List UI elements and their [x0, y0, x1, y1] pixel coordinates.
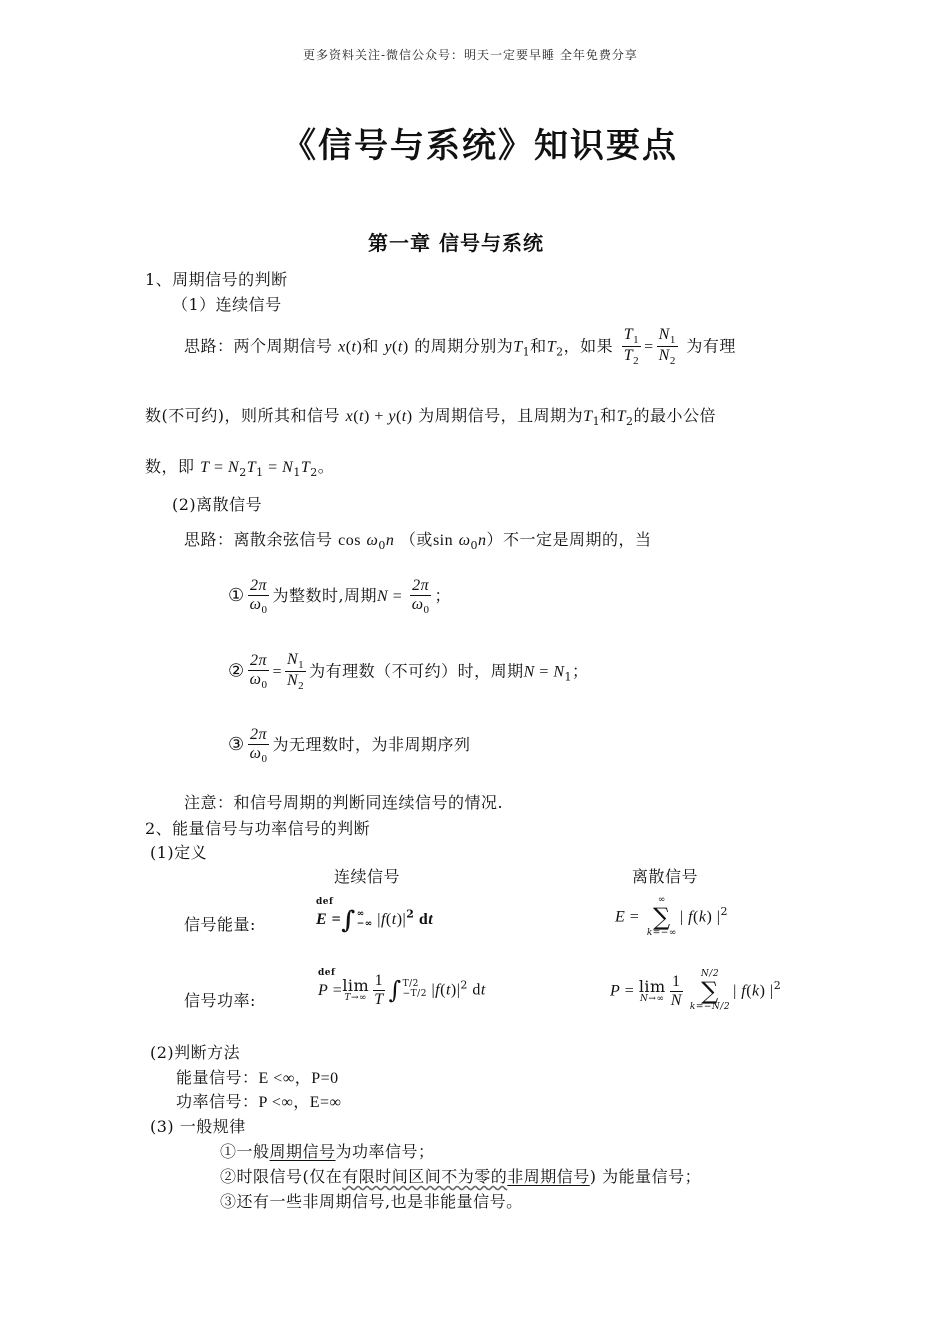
- section-1-note: 注意：和信号周期的判断同连续信号的情况.: [184, 793, 504, 812]
- discrete-condition-1: ① $\frac{2\pi}{\omega_0}$ 为整数时,周期N = $\frac{2\pi}{\omega_0}$ ；: [228, 577, 452, 616]
- continuous-paragraph-line3: 数，即 $T = N_2T_1 = N_1T_2$。: [145, 457, 335, 480]
- section-1-heading: 1、周期信号的判断: [145, 270, 288, 289]
- column-discrete-label: 离散信号: [632, 867, 699, 886]
- energy-continuous-formula: def E = ∫ ∞ −∞ $|f(t)|^2$ dt: [316, 897, 434, 934]
- page-header: 更多资料关注-微信公众号：明天一定要早睡 全年免费分享: [303, 48, 638, 62]
- power-continuous-formula: def P = lim T→∞ $\frac{1}{T}$ ∫ T/2 −T/2 $|f(t)|^2$ dt: [318, 967, 486, 1008]
- column-continuous-label: 连续信号: [334, 867, 401, 886]
- law-3: ③还有一些非周期信号,也是非能量信号。: [220, 1192, 523, 1211]
- power-signal-rule: 功率信号：P <∞，E=∞: [176, 1092, 342, 1111]
- section-2-sub-definition: (1)定义: [150, 843, 208, 862]
- section-1-sub-discrete: (2)离散信号: [172, 495, 263, 514]
- row-energy-label: 信号能量:: [184, 915, 256, 934]
- power-discrete-formula: P = lim N→∞ $\frac{1}{N}$ N/2 ∑ k=−N/2 | f(k) $|^2$: [610, 969, 782, 1012]
- section-2-sub-method: (2)判断方法: [150, 1043, 241, 1062]
- discrete-paragraph: 思路：离散余弦信号 $\cos \omega_0n$ （或$\sin \omega_0n$）不一定是周期的，当: [184, 530, 652, 553]
- continuous-paragraph-line2: 数(不可约)，则所其和信号 x(t) + y(t) 为周期信号，且周期为$T_1$和$T_2$的最小公倍: [145, 406, 717, 429]
- section-2-sub-laws: (3) 一般规律: [150, 1117, 246, 1136]
- page-title: 《信号与系统》知识要点: [282, 126, 678, 166]
- chapter-title: 第一章 信号与系统: [368, 231, 544, 255]
- continuous-paragraph-line1: 思路：两个周期信号 x(t)和 y(t) 的周期分别为$T_1$和$T_2$，如果 $\frac{T_1}{T_2}$ = $\frac{N_1}{N_2}$ 为有理: [184, 326, 736, 368]
- energy-signal-rule: 能量信号：E <∞，P=0: [176, 1068, 339, 1087]
- section-1-sub-continuous: （1）连续信号: [172, 295, 282, 314]
- discrete-condition-2: ② $\frac{2\pi}{\omega_0}$ = $\frac{N_1}{N_2}$ 为有理数（不可约）时，周期$N = N_1$；: [228, 651, 589, 693]
- row-power-label: 信号功率:: [184, 991, 256, 1010]
- law-2: ②时限信号(仅在有限时间区间不为零的非周期信号) 为能量信号；: [220, 1167, 702, 1186]
- energy-discrete-formula: E = ∞ ∑ k=−∞ | f(k) $|^2$: [615, 895, 728, 938]
- section-2-heading: 2、能量信号与功率信号的判断: [145, 819, 371, 838]
- law-1: ①一般周期信号为功率信号；: [220, 1142, 435, 1161]
- discrete-condition-3: ③ $\frac{2\pi}{\omega_0}$ 为无理数时，为非周期序列: [228, 726, 471, 765]
